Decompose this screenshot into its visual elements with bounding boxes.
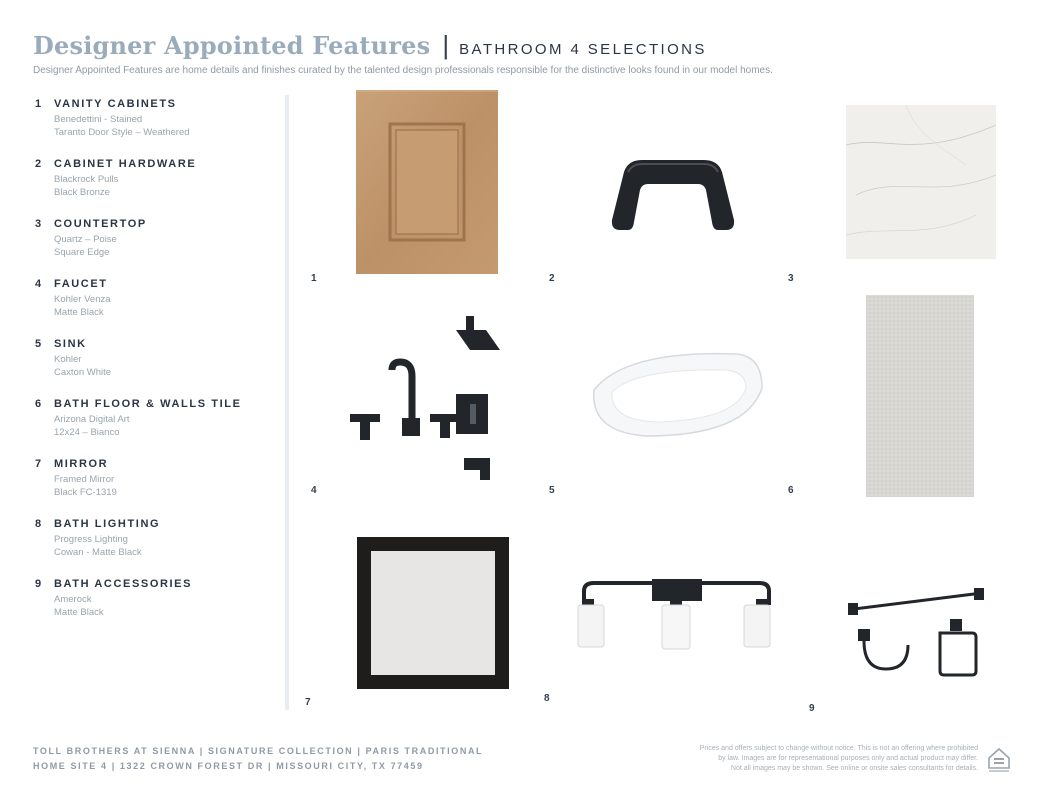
image-label: 4 [311, 485, 317, 496]
item-detail: Black FC-1319 [54, 487, 117, 498]
sink-image [586, 350, 766, 440]
page-title: Designer Appointed Features [33, 31, 431, 60]
item-detail: 12x24 – Bianco [54, 427, 120, 438]
item-name: BATH LIGHTING [54, 518, 161, 530]
image-label: 8 [544, 693, 550, 704]
framed-mirror-image [357, 537, 509, 689]
selections-list [35, 98, 275, 638]
item-name: BATH FLOOR & WALLS TILE [54, 398, 242, 410]
item-detail: Amerock [54, 594, 92, 605]
bath-light-image [574, 575, 779, 653]
list-item [35, 518, 275, 578]
item-number: 7 [35, 458, 42, 470]
item-name: MIRROR [54, 458, 109, 470]
disclaimer-line: Prices and offers subject to change without notice. This is not an offering where prohibited [699, 745, 978, 752]
image-label: 5 [549, 485, 555, 496]
list-item [35, 458, 275, 518]
item-number: 3 [35, 218, 42, 230]
item-number: 6 [35, 398, 42, 410]
cabinet-door-image [356, 90, 498, 274]
community-info [33, 744, 483, 774]
image-label: 7 [305, 697, 311, 708]
list-item [35, 338, 275, 398]
item-name: SINK [54, 338, 87, 350]
item-detail: Quartz – Poise [54, 234, 117, 245]
item-number: 9 [35, 578, 42, 590]
bath-accessories-image [846, 585, 986, 680]
column-divider [285, 95, 289, 710]
floor-tile-image [866, 295, 974, 497]
item-detail: Progress Lighting [54, 534, 128, 545]
image-label: 6 [788, 485, 794, 496]
item-name: CABINET HARDWARE [54, 158, 197, 170]
item-detail: Square Edge [54, 247, 110, 258]
faucet-set-image [340, 310, 510, 485]
item-detail: Matte Black [54, 607, 104, 618]
item-name: VANITY CABINETS [54, 98, 177, 110]
quartz-countertop-image [846, 105, 996, 259]
item-name: FAUCET [54, 278, 108, 290]
footer-line: HOME SITE 4 | 1322 CROWN FOREST DR | MISSOURI CITY, TX 77459 [33, 761, 424, 771]
title-separator: | [442, 30, 450, 60]
intro-text: Designer Appointed Features are home details and finishes curated by the talented design professionals responsible for the distinctive looks found in our model homes. [33, 65, 773, 76]
image-label: 2 [549, 273, 555, 284]
item-name: BATH ACCESSORIES [54, 578, 193, 590]
list-item [35, 98, 275, 158]
disclaimer-line: by law. Images are for representational purposes only and actual product may differ. [718, 755, 978, 762]
disclaimer-line: Not all images may be shown. See online or onsite sales consultants for details. [730, 765, 978, 772]
item-name: COUNTERTOP [54, 218, 147, 230]
item-detail: Black Bronze [54, 187, 110, 198]
footer-line: TOLL BROTHERS AT SIENNA | SIGNATURE COLLECTION | PARIS TRADITIONAL [33, 746, 484, 756]
list-item [35, 398, 275, 458]
cabinet-pull-image [598, 150, 748, 240]
item-number: 8 [35, 518, 42, 530]
item-detail: Cowan - Matte Black [54, 547, 142, 558]
page-header [33, 30, 707, 61]
disclaimer [658, 744, 978, 774]
item-detail: Matte Black [54, 307, 104, 318]
item-number: 1 [35, 98, 42, 110]
equal-housing-icon [987, 746, 1011, 774]
page-subtitle: BATHROOM 4 SELECTIONS [459, 41, 707, 58]
item-detail: Kohler Venza [54, 294, 111, 305]
item-detail: Blackrock Pulls [54, 174, 119, 185]
item-detail: Taranto Door Style – Weathered [54, 127, 190, 138]
list-item [35, 578, 275, 638]
image-label: 3 [788, 273, 794, 284]
list-item [35, 158, 275, 218]
item-detail: Framed Mirror [54, 474, 115, 485]
image-label: 9 [809, 703, 815, 714]
item-detail: Caxton White [54, 367, 112, 378]
list-item [35, 278, 275, 338]
item-detail: Arizona Digital Art [54, 414, 130, 425]
item-number: 2 [35, 158, 42, 170]
image-label: 1 [311, 273, 317, 284]
item-number: 5 [35, 338, 42, 350]
item-detail: Benedettini - Stained [54, 114, 143, 125]
item-detail: Kohler [54, 354, 82, 365]
list-item [35, 218, 275, 278]
item-number: 4 [35, 278, 42, 290]
